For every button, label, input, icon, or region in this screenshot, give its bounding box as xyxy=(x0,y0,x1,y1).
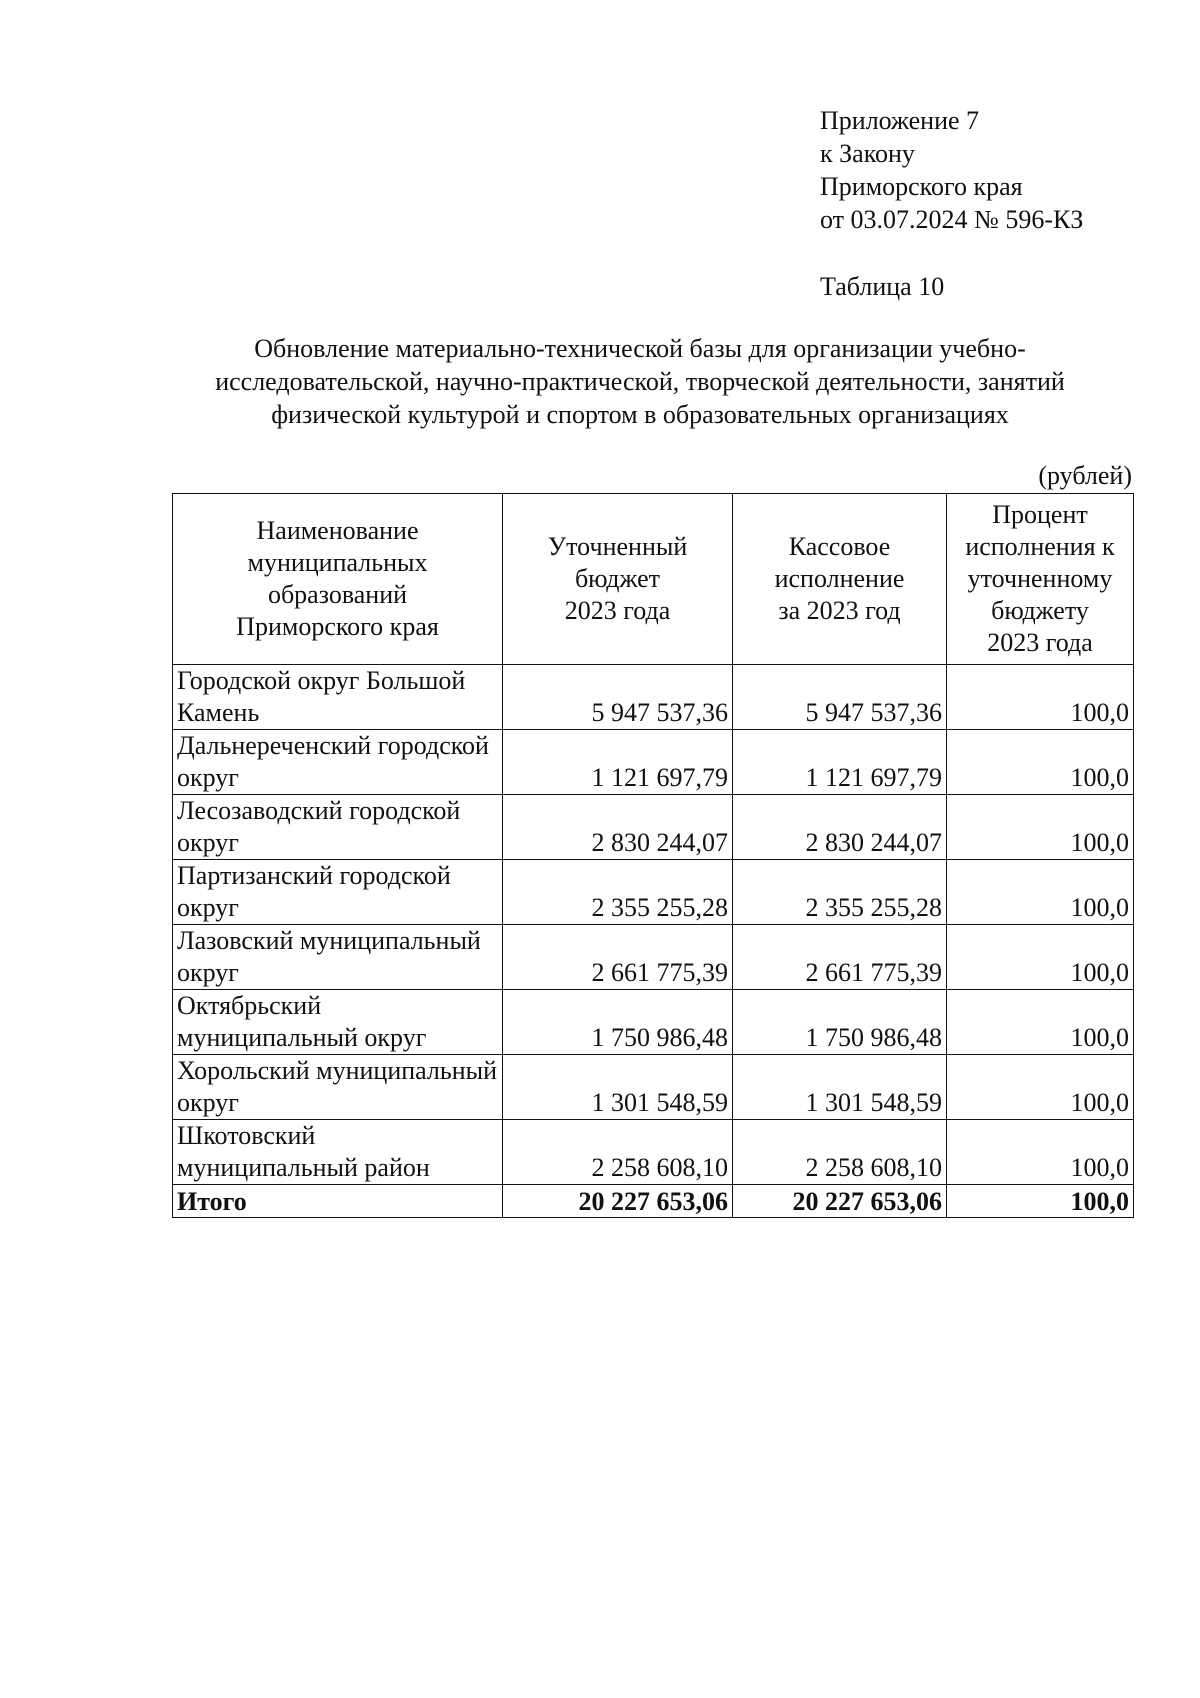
header-line: исполнения к xyxy=(965,532,1115,561)
total-percent-value: 100,0 xyxy=(947,1185,1134,1218)
table-row xyxy=(173,925,1134,990)
municipality-name: Октябрьский муниципальный округ xyxy=(173,990,503,1055)
title-line: исследовательской, научно-практической, творческой деятельности, занятий xyxy=(215,367,1065,396)
total-execution-value: 20 227 653,06 xyxy=(733,1185,947,1218)
execution-value: 2 355 255,28 xyxy=(733,860,947,925)
header-line: образований xyxy=(267,580,408,609)
percent-value: 100,0 xyxy=(947,860,1134,925)
municipality-name: Партизанский городской округ xyxy=(173,860,503,925)
execution-value: 1 121 697,79 xyxy=(733,730,947,795)
table-row xyxy=(173,860,1134,925)
appendix-line: Приморского края xyxy=(820,172,1023,201)
table-row xyxy=(173,1120,1134,1185)
budget-value: 2 830 244,07 xyxy=(503,795,733,860)
execution-value: 2 661 775,39 xyxy=(733,925,947,990)
table-total-row xyxy=(173,1185,1134,1218)
document-title xyxy=(150,332,1130,431)
percent-value: 100,0 xyxy=(947,1055,1134,1120)
appendix-block xyxy=(820,104,1083,236)
header-execution xyxy=(733,494,947,665)
header-line: Процент xyxy=(992,500,1088,529)
header-line: исполнение xyxy=(774,564,905,593)
total-budget-value: 20 227 653,06 xyxy=(503,1185,733,1218)
header-line: 2023 года xyxy=(987,628,1093,657)
header-line: за 2023 год xyxy=(778,596,901,625)
header-line: Приморского края xyxy=(236,612,439,641)
appendix-line: от 03.07.2024 № 596-КЗ xyxy=(820,205,1084,234)
header-municipality xyxy=(173,494,503,665)
header-line: Кассовое xyxy=(788,532,891,561)
budget-value: 2 355 255,28 xyxy=(503,860,733,925)
appendix-line: Приложение 7 xyxy=(820,106,980,135)
table-row xyxy=(173,665,1134,730)
header-budget xyxy=(503,494,733,665)
execution-value: 2 830 244,07 xyxy=(733,795,947,860)
total-label: Итого xyxy=(173,1185,503,1218)
table-row xyxy=(173,730,1134,795)
municipality-name: Лесозаводский городской округ xyxy=(173,795,503,860)
execution-value: 2 258 608,10 xyxy=(733,1120,947,1185)
header-line: 2023 года xyxy=(564,596,671,625)
budget-value: 2 661 775,39 xyxy=(503,925,733,990)
header-line: муниципальных xyxy=(247,548,428,577)
execution-value: 5 947 537,36 xyxy=(733,665,947,730)
table-header-row xyxy=(173,494,1134,665)
header-line: уточненному xyxy=(967,564,1113,593)
units-label: (рублей) xyxy=(1038,461,1132,490)
budget-value: 5 947 537,36 xyxy=(503,665,733,730)
header-line: Наименование xyxy=(256,516,419,545)
budget-value: 1 301 548,59 xyxy=(503,1055,733,1120)
execution-value: 1 301 548,59 xyxy=(733,1055,947,1120)
table-row xyxy=(173,1055,1134,1120)
budget-table xyxy=(172,493,1134,1218)
title-line: физической культурой и спортом в образовательных организациях xyxy=(271,400,1009,429)
percent-value: 100,0 xyxy=(947,795,1134,860)
header-line: бюджет xyxy=(574,564,661,593)
municipality-name: Лазовский муниципальный округ xyxy=(173,925,503,990)
header-line: бюджету xyxy=(991,596,1089,625)
appendix-line: к Закону xyxy=(820,139,915,168)
municipality-name: Хорольский муниципальный округ xyxy=(173,1055,503,1120)
percent-value: 100,0 xyxy=(947,730,1134,795)
table-number: Таблица 10 xyxy=(820,272,945,301)
percent-value: 100,0 xyxy=(947,925,1134,990)
execution-value: 1 750 986,48 xyxy=(733,990,947,1055)
budget-value: 2 258 608,10 xyxy=(503,1120,733,1185)
percent-value: 100,0 xyxy=(947,990,1134,1055)
municipality-name: Городской округ Большой Камень xyxy=(173,665,503,730)
title-line: Обновление материально-технической базы для организации учебно- xyxy=(254,334,1026,363)
table-row xyxy=(173,990,1134,1055)
municipality-name: Шкотовский муниципальный район xyxy=(173,1120,503,1185)
budget-value: 1 750 986,48 xyxy=(503,990,733,1055)
header-line: Уточненный xyxy=(547,532,688,561)
header-percent xyxy=(947,494,1134,665)
percent-value: 100,0 xyxy=(947,665,1134,730)
percent-value: 100,0 xyxy=(947,1120,1134,1185)
budget-value: 1 121 697,79 xyxy=(503,730,733,795)
municipality-name: Дальнереченский городской округ xyxy=(173,730,503,795)
table-row xyxy=(173,795,1134,860)
